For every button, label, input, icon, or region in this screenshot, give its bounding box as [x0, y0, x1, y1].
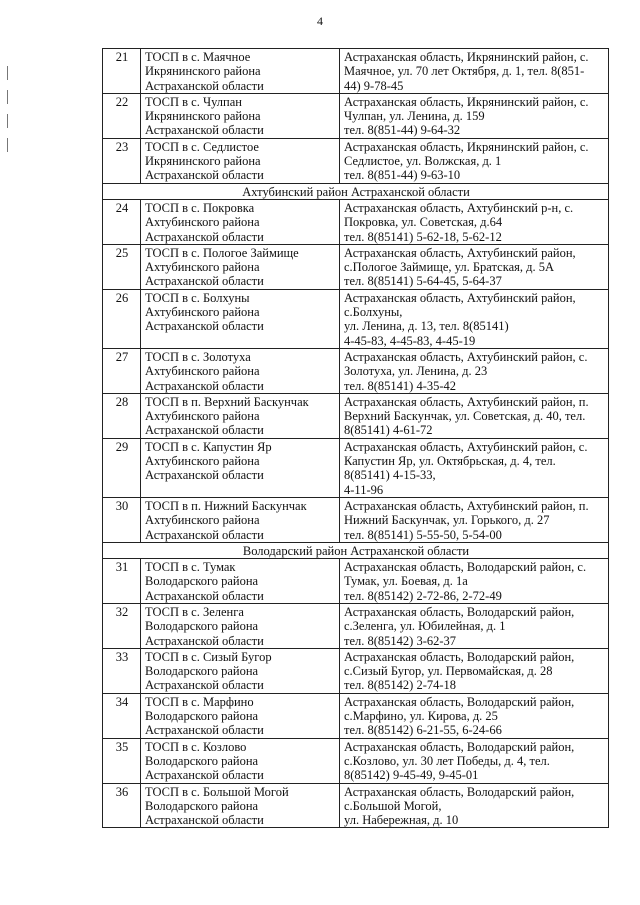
office-address: Астраханская область, Ахтубинский район, с.Пологое Займище, ул. Братская, д. 5А тел. 8(85141) 5-64-45, 5-64-37 — [340, 244, 609, 289]
table-row — [103, 603, 609, 648]
row-number: 21 — [103, 49, 141, 94]
office-name: ТОСП в с. Зеленга Володарского района Астраханской области — [141, 603, 340, 648]
office-address: Астраханская область, Ахтубинский район, п. Нижний Баскунчак, ул. Горького, д. 27 тел. 8(85141) 5-55-50, 5-54-00 — [340, 497, 609, 542]
office-address: Астраханская область, Володарский район, с. Тумак, ул. Боевая, д. 1а тел. 8(85142) 2-72-86, 2-72-49 — [340, 559, 609, 604]
row-number: 22 — [103, 93, 141, 138]
office-name: ТОСП в с. Козлово Володарского района Астраханской области — [141, 738, 340, 783]
row-number: 30 — [103, 497, 141, 542]
table-row — [103, 138, 609, 183]
office-address: Астраханская область, Володарский район, с.Козлово, ул. 30 лет Победы, д. 4, тел. 8(85142) 9-45-49, 9-45-01 — [340, 738, 609, 783]
row-number: 27 — [103, 348, 141, 393]
table-row — [103, 393, 609, 438]
row-number: 32 — [103, 603, 141, 648]
office-address: Астраханская область, Ахтубинский район, с. Золотуха, ул. Ленина, д. 23 тел. 8(85141) 4-35-42 — [340, 348, 609, 393]
row-number: 33 — [103, 648, 141, 693]
table-row — [103, 693, 609, 738]
office-name: ТОСП в с. Маячное Икрянинского района Астраханской области — [141, 49, 340, 94]
office-name: ТОСП в с. Большой Могой Володарского района Астраханской области — [141, 783, 340, 828]
section-header-row — [103, 183, 609, 199]
office-name: ТОСП в с. Покровка Ахтубинского района Астраханской области — [141, 199, 340, 244]
row-number: 23 — [103, 138, 141, 183]
table-row — [103, 438, 609, 497]
row-number: 35 — [103, 738, 141, 783]
office-name: ТОСП в с. Сизый Бугор Володарского района Астраханской области — [141, 648, 340, 693]
office-address: Астраханская область, Икрянинский район, с. Маячное, ул. 70 лет Октября, д. 1, тел. 8(851- 44) 9-78-45 — [340, 49, 609, 94]
table-row — [103, 244, 609, 289]
office-name: ТОСП в с. Пологое Займище Ахтубинского района Астраханской области — [141, 244, 340, 289]
table-body — [103, 49, 609, 828]
table-row — [103, 199, 609, 244]
office-name: ТОСП в с. Чулпан Икрянинского района Астраханской области — [141, 93, 340, 138]
office-name: ТОСП в п. Нижний Баскунчак Ахтубинского района Астраханской области — [141, 497, 340, 542]
table-row — [103, 49, 609, 94]
office-address: Астраханская область, Володарский район, с.Зеленга, ул. Юбилейная, д. 1 тел. 8(85142) 3-62-37 — [340, 603, 609, 648]
table-row — [103, 289, 609, 348]
office-name: ТОСП в с. Марфино Володарского района Астраханской области — [141, 693, 340, 738]
office-address: Астраханская область, Ахтубинский район, с. Капустин Яр, ул. Октябрьская, д. 4, тел. 8(85141) 4-15-33, 4-11-96 — [340, 438, 609, 497]
office-address: Астраханская область, Володарский район, с.Сизый Бугор, ул. Первомайская, д. 28 тел. 8(85142) 2-74-18 — [340, 648, 609, 693]
office-address: Астраханская область, Володарский район, с.Марфино, ул. Кирова, д. 25 тел. 8(85142) 6-21-55, 6-24-66 — [340, 693, 609, 738]
office-name: ТОСП в с. Тумак Володарского района Астраханской области — [141, 559, 340, 604]
row-number: 28 — [103, 393, 141, 438]
office-name: ТОСП в с. Капустин Яр Ахтубинского района Астраханской области — [141, 438, 340, 497]
row-number: 34 — [103, 693, 141, 738]
table-row — [103, 738, 609, 783]
table-row — [103, 93, 609, 138]
office-address: Астраханская область, Ахтубинский район, п. Верхний Баскунчак, ул. Советская, д. 40, тел. 8(85141) 4-61-72 — [340, 393, 609, 438]
office-address: Астраханская область, Икрянинский район, с. Чулпан, ул. Ленина, д. 159 тел. 8(851-44) 9-64-32 — [340, 93, 609, 138]
office-address: Астраханская область, Ахтубинский район, с.Болхуны, ул. Ленина, д. 13, тел. 8(85141) 4-45-83, 4-45-83, 4-45-19 — [340, 289, 609, 348]
section-title: Ахтубинский район Астраханской области — [103, 183, 609, 199]
row-number: 25 — [103, 244, 141, 289]
table-row — [103, 348, 609, 393]
office-address-table — [102, 48, 609, 828]
office-address: Астраханская область, Икрянинский район, с. Седлистое, ул. Волжская, д. 1 тел. 8(851-44) 9-63-10 — [340, 138, 609, 183]
row-number: 36 — [103, 783, 141, 828]
office-name: ТОСП в с. Золотуха Ахтубинского района Астраханской области — [141, 348, 340, 393]
row-number: 31 — [103, 559, 141, 604]
page-number: 4 — [317, 14, 323, 28]
table-row — [103, 559, 609, 604]
office-address: Астраханская область, Ахтубинский р-н, с. Покровка, ул. Советская, д.64 тел. 8(85141) 5-62-18, 5-62-12 — [340, 199, 609, 244]
row-number: 29 — [103, 438, 141, 497]
office-name: ТОСП в п. Верхний Баскунчак Ахтубинского района Астраханской области — [141, 393, 340, 438]
office-address: Астраханская область, Володарский район, с.Большой Могой, ул. Набережная, д. 10 — [340, 783, 609, 828]
row-number: 24 — [103, 199, 141, 244]
row-number: 26 — [103, 289, 141, 348]
table-row — [103, 783, 609, 828]
section-header-row — [103, 542, 609, 558]
office-name: ТОСП в с. Болхуны Ахтубинского района Астраханской области — [141, 289, 340, 348]
table-row — [103, 648, 609, 693]
section-title: Володарский район Астраханской области — [103, 542, 609, 558]
scan-margin-marks — [6, 60, 10, 180]
office-name: ТОСП в с. Седлистое Икрянинского района Астраханской области — [141, 138, 340, 183]
table-row — [103, 497, 609, 542]
